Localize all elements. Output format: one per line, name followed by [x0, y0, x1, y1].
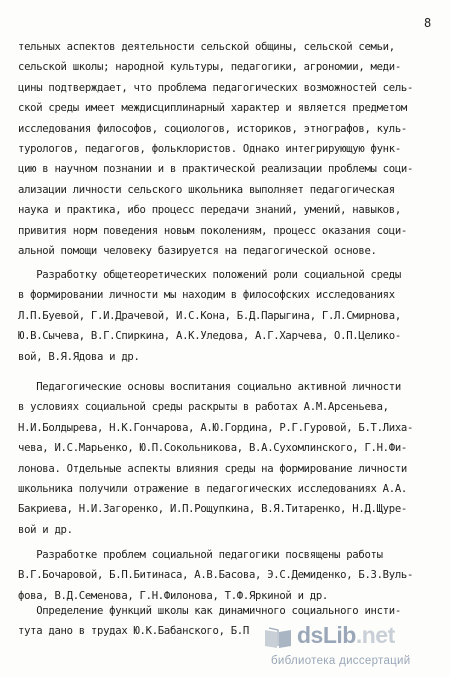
text-line: школьника получили отражение в педагогических исследованиях А.А.	[18, 483, 407, 495]
text-line: лонова. Отдельные аспекты влияния среды на формирование личности	[18, 462, 407, 475]
text-line: привития норм поведения новым поколениям, процесс оказания соци-	[18, 224, 407, 237]
text-line: в условиях социальной среды раскрыты в работах А.М.Арсеньева,	[18, 401, 389, 414]
book-logo-icon	[263, 626, 293, 650]
text-line: чева, И.С.Марьенко, Ю.П.Сокольникова, В.А.Сухомлинского, Г.Н.Фи-	[18, 442, 407, 455]
text-line: вой, В.Я.Ядова и др.	[18, 350, 140, 363]
text-line: Н.И.Болдырева, Н.К.Гончарова, А.Ю.Гордина, Р.Г.Гуровой, Б.Т.Лиха-	[18, 421, 414, 434]
text-line: ской среды имеет междисциплинарный характер и является предметом	[18, 102, 407, 115]
text-line: турологов, педагогов, фольклористов. Однако интегрирующую функ-	[18, 143, 401, 155]
text-line: тута дано в трудах Ю.К.Бабанского, Б.П	[18, 625, 249, 638]
text-line: Разработку общетеоретических положений роли социальной среды	[18, 269, 401, 281]
text-line: наука и практика, ибо процесс передачи знаний, умений, навыков,	[18, 204, 401, 217]
text-line: Педагогические основы воспитания социально активной личности	[18, 381, 401, 393]
text-line: тельных аспектов деятельности сельской общины, сельской семьи,	[18, 41, 395, 53]
watermark	[263, 622, 443, 672]
text-line: Л.П.Буевой, Г.И.Драчевой, И.С.Кона, Б.Д.Парыгина, Г.Л.Смирнова,	[18, 309, 401, 322]
text-line: Разработке проблем социальной педагогики посвящены работы	[18, 549, 383, 561]
text-line: в формировании личности мы находим в философских исследованиях	[18, 289, 395, 302]
text-line: фова, В.Д.Семенова, Г.Н.Филонова, Т.Ф.Яркиной и др.	[18, 589, 328, 602]
watermark-subtitle: библиотека диссертаций	[271, 655, 411, 667]
text-line: В.Г.Бочаровой, Б.П.Битинаса, А.В.Басова, Э.С.Демиденко, Б.З.Вуль-	[18, 569, 414, 582]
watermark-brand: dsLib.net	[297, 622, 395, 648]
text-line: Бакриева, Н.И.Загоренко, И.П.Рощупкина, В.Я.Титаренко, Н.Д.Щуре-	[18, 503, 407, 516]
text-line: ализации личности сельского школьника выполняет педагогическая	[18, 183, 395, 196]
text-line: цины подтверждает, что проблема педагогических возможностей сель-	[18, 81, 414, 94]
page-number: 8	[424, 16, 432, 30]
text-line: Ю.В.Сычева, В.Г.Спиркина, А.К.Уледова, А.Г.Харчева, О.П.Целико-	[18, 330, 401, 343]
text-line: вой и др.	[18, 523, 73, 536]
text-line: сельской школы; народной культуры, педагогики, агрономии, меди-	[18, 61, 401, 74]
text-line: исследования философов, социологов, историков, этнографов, куль-	[18, 122, 407, 135]
text-line: альной помощи человеку базируется на педагогической основе.	[18, 245, 377, 257]
text-line: Определение функций школы как динамичного социального инсти-	[18, 605, 401, 617]
text-line: цию в научном познании и в практической реализации проблемы соци-	[18, 163, 414, 176]
